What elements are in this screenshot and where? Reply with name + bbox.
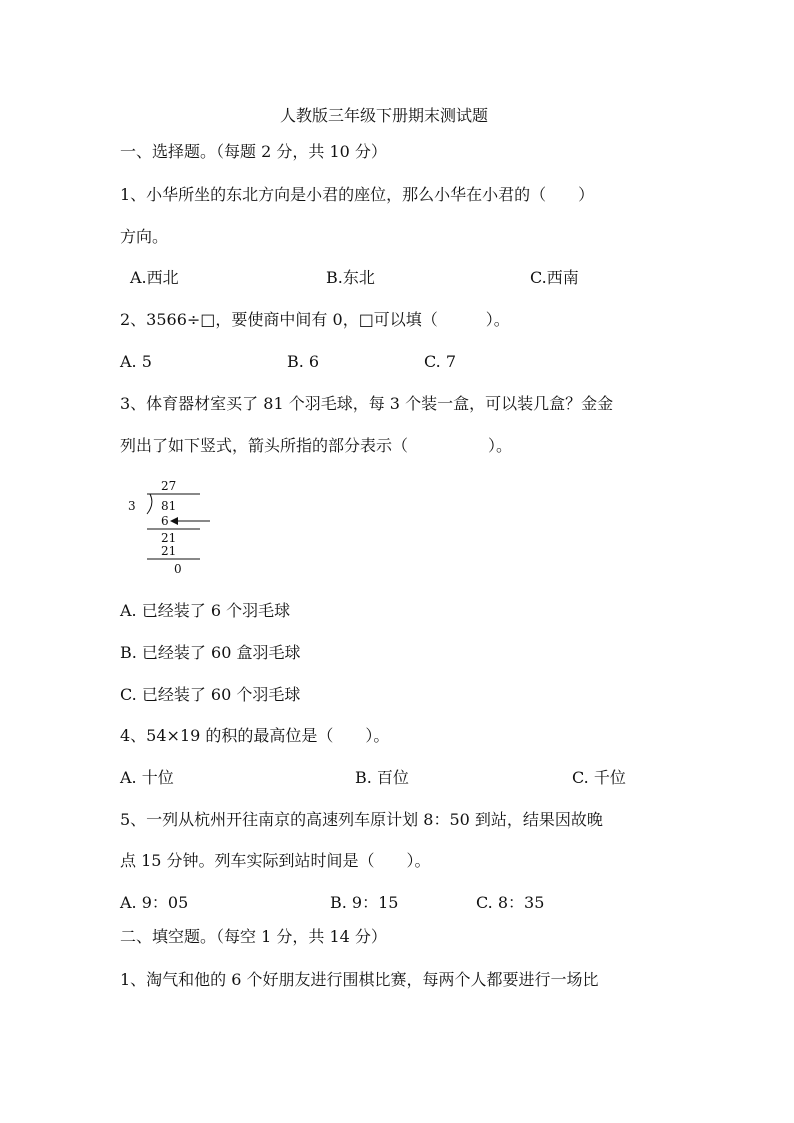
division-dividend: 81 [161,499,177,513]
q1-stem-line2: 方向。 [120,227,169,246]
q1-option-b: B.东北 [326,268,375,287]
q4-option-b: B. 百位 [355,768,409,787]
q3-stem-line1: 3、体育器材室买了 81 个羽毛球，每 3 个装一盒，可以装几盒？金金 [120,394,614,413]
long-division-diagram [120,470,220,580]
q2-option-c: C. 7 [424,352,457,371]
q2-option-b: B. 6 [287,352,320,371]
division-step3: 21 [161,544,177,558]
q1-stem-line1: 1、小华所坐的东北方向是小君的座位，那么小华在小君的（ ） [120,185,595,204]
q3-stem-line2: 列出了如下竖式，箭头所指的部分表示（ ）。 [120,436,513,455]
division-step1: 6 [161,514,169,528]
q5-option-a: A. 9：05 [120,893,189,912]
division-quotient: 27 [161,479,177,493]
q3-option-c: C. 已经装了 60 个羽毛球 [120,685,301,704]
q5-option-c: C. 8：35 [476,893,545,912]
q3-option-a: A. 已经装了 6 个羽毛球 [120,601,291,620]
page-title: 人教版三年级下册期末测试题 [280,106,489,125]
arrow-head-icon [170,517,178,525]
q4-option-c: C. 千位 [572,768,626,787]
division-remainder: 0 [174,562,182,576]
section2-q1-line1: 1、淘气和他的 6 个好朋友进行围棋比赛，每两个人都要进行一场比 [120,970,599,989]
division-bracket [147,494,152,514]
division-step2: 21 [161,531,177,545]
q1-option-c: C.西南 [530,268,579,287]
division-divisor: 3 [128,499,136,513]
q2-stem: 2、3566÷□，要使商中间有 0，□可以填（ ）。 [120,310,510,329]
section2-heading: 二、填空题。（每空 1 分，共 14 分） [120,927,387,946]
q5-stem-line2: 点 15 分钟。列车实际到站时间是（ ）。 [120,851,431,870]
q5-option-b: B. 9：15 [330,893,399,912]
q5-stem-line1: 5、一列从杭州开往南京的高速列车原计划 8：50 到站，结果因故晚 [120,810,603,829]
q4-option-a: A. 十位 [120,768,174,787]
q1-option-a: A.西北 [130,268,179,287]
q2-option-a: A. 5 [120,352,152,371]
section1-heading: 一、选择题。（每题 2 分，共 10 分） [120,142,387,161]
q3-option-b: B. 已经装了 60 盒羽毛球 [120,643,301,662]
q4-stem: 4、54×19 的积的最高位是（ ）。 [120,726,390,745]
